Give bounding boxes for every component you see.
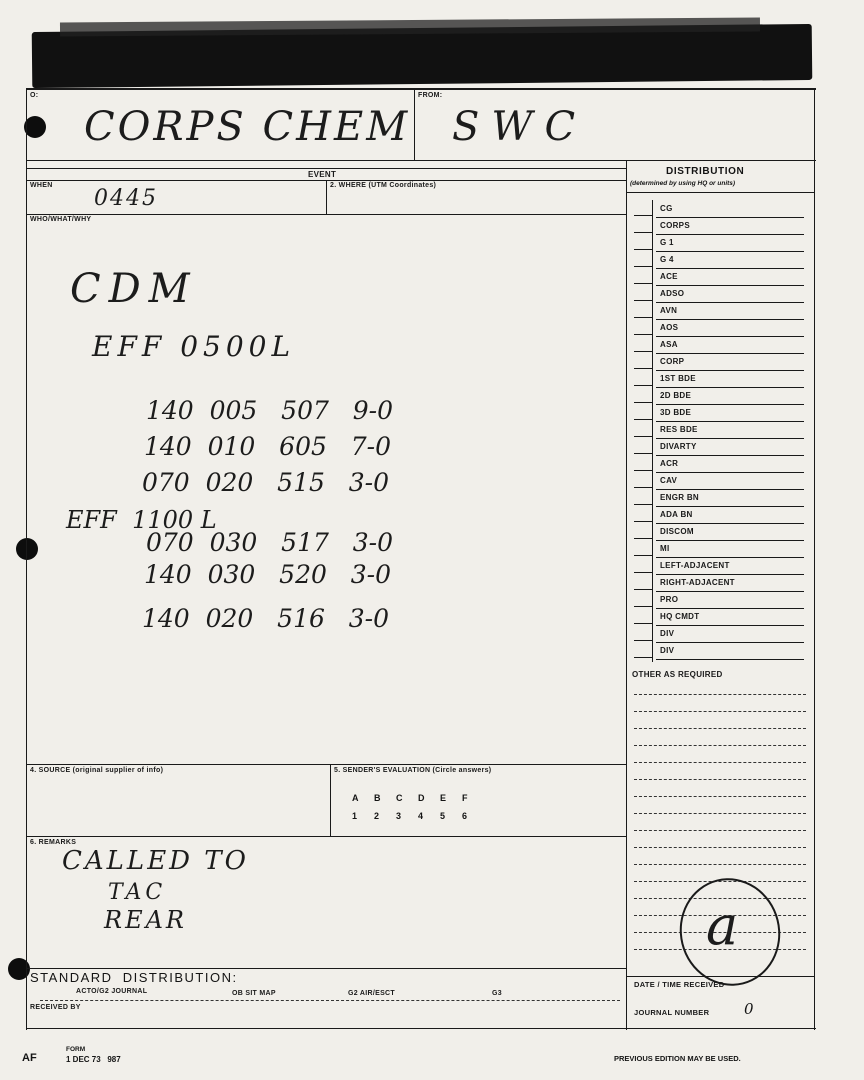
to-value: CORPS CHEM [84, 104, 411, 150]
distribution-item-label: DISCOM [660, 527, 694, 536]
distribution-blank-line[interactable] [634, 796, 806, 797]
distribution-checkbox-line[interactable] [634, 521, 652, 522]
distribution-item-underline [656, 625, 804, 626]
distribution-checkbox-line[interactable] [634, 317, 652, 318]
distribution-checkbox-line[interactable] [634, 385, 652, 386]
distribution-item-underline [656, 387, 804, 388]
distribution-item-label: G 1 [660, 238, 674, 247]
std-dist-g3[interactable]: G3 [492, 990, 502, 997]
distribution-item-label: CG [660, 204, 673, 213]
distribution-item-underline [656, 455, 804, 456]
distribution-item-label: DIV [660, 629, 675, 638]
distribution-checkbox-line[interactable] [634, 436, 652, 437]
eval-number-4[interactable]: 4 [418, 811, 424, 821]
when-row-bottom [26, 214, 626, 215]
distribution-checkbox-line[interactable] [634, 300, 652, 301]
when-label: WHEN [30, 182, 53, 189]
event-line-5: 140 030 520 3-0 [144, 560, 391, 589]
eval-letter-d[interactable]: D [418, 793, 425, 803]
distribution-item-underline [656, 251, 804, 252]
event-line-eff-0500: EFF 0500L [92, 330, 296, 363]
distribution-item-underline [656, 302, 804, 303]
frame-right [814, 88, 815, 1030]
distribution-checkbox-line[interactable] [634, 487, 652, 488]
frame-top [26, 88, 816, 90]
event-line-cdm: CDM [70, 266, 198, 312]
distribution-item-label: AVN [660, 306, 678, 315]
event-line-3: 070 020 515 3-0 [142, 468, 389, 497]
eval-number-6[interactable]: 6 [462, 811, 468, 821]
distribution-item-underline [656, 574, 804, 575]
distribution-item-underline [656, 642, 804, 643]
event-line-eff-1100: EFF 1100 L [66, 506, 217, 534]
journal-number-value: 0 [744, 1000, 754, 1018]
remarks-row-top [26, 836, 626, 837]
form-date: 1 DEC 73 987 [66, 1055, 121, 1064]
distribution-blank-line[interactable] [634, 694, 806, 695]
distribution-checkbox-line[interactable] [634, 657, 652, 658]
distribution-checkbox-line[interactable] [634, 334, 652, 335]
eval-number-5[interactable]: 5 [440, 811, 446, 821]
distribution-item-label: PRO [660, 595, 679, 604]
distribution-item-underline [656, 234, 804, 235]
to-from-divider [414, 90, 415, 160]
event-line-1: 140 005 507 9-0 [146, 396, 393, 425]
distribution-item-underline [656, 591, 804, 592]
distribution-item-underline [656, 404, 804, 405]
distribution-item-underline [656, 557, 804, 558]
distribution-checkbox-line[interactable] [634, 589, 652, 590]
distribution-item-underline [656, 523, 804, 524]
distribution-item-label: ENGR BN [660, 493, 699, 502]
where-label: 2. WHERE (UTM Coordinates) [330, 182, 437, 189]
punch-hole-top [24, 116, 46, 138]
distribution-item-label: RES BDE [660, 425, 698, 434]
distribution-item-label: LEFT-ADJACENT [660, 561, 730, 570]
source-label: 4. SOURCE (original supplier of info) [30, 767, 164, 774]
distribution-item-underline [656, 370, 804, 371]
distribution-checkbox-line[interactable] [634, 453, 652, 454]
distribution-item-label: ADA BN [660, 510, 693, 519]
distribution-checkbox-line[interactable] [634, 215, 652, 216]
punch-hole-middle [16, 538, 38, 560]
edition-note: PREVIOUS EDITION MAY BE USED. [614, 1054, 741, 1063]
std-dist-g2-air[interactable]: G2 AIR/ESCT [348, 990, 395, 997]
distribution-item-label: 3D BDE [660, 408, 692, 417]
eval-number-2[interactable]: 2 [374, 811, 380, 821]
distribution-checkbox-line[interactable] [634, 606, 652, 607]
distribution-item-label: HQ CMDT [660, 612, 700, 621]
distribution-item-label: CORPS [660, 221, 690, 230]
distribution-blank-line[interactable] [634, 728, 806, 729]
circled-mark-glyph: a [706, 894, 739, 957]
date-time-received-label: DATE / TIME RECEIVED [634, 980, 725, 989]
event-line-2: 140 010 605 7-0 [144, 432, 391, 461]
journal-number-label: JOURNAL NUMBER [634, 1008, 710, 1017]
event-section-label: EVENT [308, 170, 337, 179]
distribution-item-label: CAV [660, 476, 678, 485]
eval-letter-c[interactable]: C [396, 793, 403, 803]
received-by-label: RECEIVED BY [30, 1004, 81, 1011]
distribution-item-underline [656, 506, 804, 507]
std-dist-ob-sit-map[interactable]: OB SIT MAP [232, 990, 276, 997]
eval-letter-f[interactable]: F [462, 793, 468, 803]
distribution-blank-line[interactable] [634, 745, 806, 746]
event-line-4: 070 030 517 3-0 [146, 528, 393, 557]
distribution-checkbox-line[interactable] [634, 640, 652, 641]
eval-letter-e[interactable]: E [440, 793, 447, 803]
distribution-item-underline [656, 438, 804, 439]
std-dist-journal[interactable]: ACTO/G2 JOURNAL [76, 988, 148, 995]
distribution-checkbox-line[interactable] [634, 504, 652, 505]
form-prefix: AF [22, 1052, 37, 1064]
distribution-blank-line[interactable] [634, 813, 806, 814]
distribution-title: DISTRIBUTION [666, 166, 745, 177]
distribution-blank-line[interactable] [634, 779, 806, 780]
standard-distribution-top [26, 968, 626, 969]
distribution-checkbox-line[interactable] [634, 538, 652, 539]
eval-number-3[interactable]: 3 [396, 811, 402, 821]
distribution-item-label: MI [660, 544, 670, 553]
distribution-checkbox-line[interactable] [634, 572, 652, 573]
distribution-blank-line[interactable] [634, 711, 806, 712]
header-bottom-rule [26, 160, 816, 161]
distribution-item-label: DIV [660, 646, 675, 655]
received-by-bottom [26, 1028, 816, 1029]
distribution-item-label: ACR [660, 459, 679, 468]
distribution-item-underline [656, 659, 804, 660]
distribution-item-underline [656, 489, 804, 490]
frame-left [26, 88, 27, 1030]
distribution-item-underline [656, 285, 804, 286]
distribution-item-label: CORP [660, 357, 685, 366]
distribution-blank-line[interactable] [634, 847, 806, 848]
eval-number-1[interactable]: 1 [352, 811, 358, 821]
distribution-item-underline [656, 319, 804, 320]
distribution-item-label: G 4 [660, 255, 674, 264]
distribution-item-label: ADSO [660, 289, 685, 298]
who-what-why-label: WHO/WHAT/WHY [30, 216, 92, 223]
distribution-checkbox-line[interactable] [634, 351, 652, 352]
distribution-subtitle: (determined by using HQ or units) [630, 180, 736, 187]
form-label: FORM [66, 1046, 86, 1053]
to-label: O: [30, 92, 39, 99]
distribution-checkbox-line[interactable] [634, 368, 652, 369]
distribution-blank-line[interactable] [634, 864, 806, 865]
distribution-item-label: ASA [660, 340, 678, 349]
event-line-6: 140 020 516 3-0 [142, 604, 389, 633]
remarks-line-2: TAC [108, 880, 167, 905]
distribution-item-label: DIVARTY [660, 442, 697, 451]
distribution-item-label: 2D BDE [660, 391, 692, 400]
distribution-blank-line[interactable] [634, 830, 806, 831]
distribution-item-underline [656, 608, 804, 609]
distribution-checkbox-line[interactable] [634, 266, 652, 267]
remarks-label: 6. REMARKS [30, 839, 77, 846]
distribution-checkbox-spine [652, 200, 653, 662]
remarks-line-3: REAR [104, 906, 187, 934]
eval-letter-b[interactable]: B [374, 793, 381, 803]
other-as-required-label: OTHER AS REQUIRED [632, 670, 723, 679]
distribution-item-underline [656, 353, 804, 354]
source-row-top [26, 764, 626, 765]
distribution-blank-line[interactable] [634, 762, 806, 763]
when-value: 0445 [94, 186, 158, 211]
from-label: FROM: [418, 92, 443, 99]
when-where-divider [326, 180, 327, 214]
distribution-checkbox-line[interactable] [634, 232, 652, 233]
distribution-checkbox-line[interactable] [634, 283, 652, 284]
distribution-item-label: AOS [660, 323, 679, 332]
distribution-checkbox-line[interactable] [634, 402, 652, 403]
distribution-column-divider [626, 160, 627, 1030]
from-value: SWC [452, 104, 588, 150]
event-band-top [26, 168, 626, 169]
distribution-checkbox-line[interactable] [634, 470, 652, 471]
distribution-item-underline [656, 268, 804, 269]
distribution-item-underline [656, 217, 804, 218]
standard-distribution-title: STANDARD DISTRIBUTION: [30, 970, 238, 985]
distribution-item-label: ACE [660, 272, 678, 281]
evaluation-label: 5. SENDER'S EVALUATION (Circle answers) [334, 767, 492, 774]
distribution-checkbox-line[interactable] [634, 249, 652, 250]
distribution-item-underline [656, 540, 804, 541]
distribution-checkbox-line[interactable] [634, 419, 652, 420]
distribution-checkbox-line[interactable] [634, 555, 652, 556]
remarks-line-1: CALLED TO [62, 846, 249, 876]
distribution-item-underline [656, 336, 804, 337]
distribution-item-underline [656, 421, 804, 422]
distribution-checkbox-line[interactable] [634, 623, 652, 624]
source-evaluation-divider [330, 764, 331, 836]
std-dist-line-1 [40, 1000, 620, 1001]
distribution-item-underline [656, 472, 804, 473]
eval-letter-a[interactable]: A [352, 793, 359, 803]
distribution-item-label: 1ST BDE [660, 374, 696, 383]
distribution-item-label: RIGHT-ADJACENT [660, 578, 735, 587]
distribution-header-bottom [626, 192, 814, 193]
